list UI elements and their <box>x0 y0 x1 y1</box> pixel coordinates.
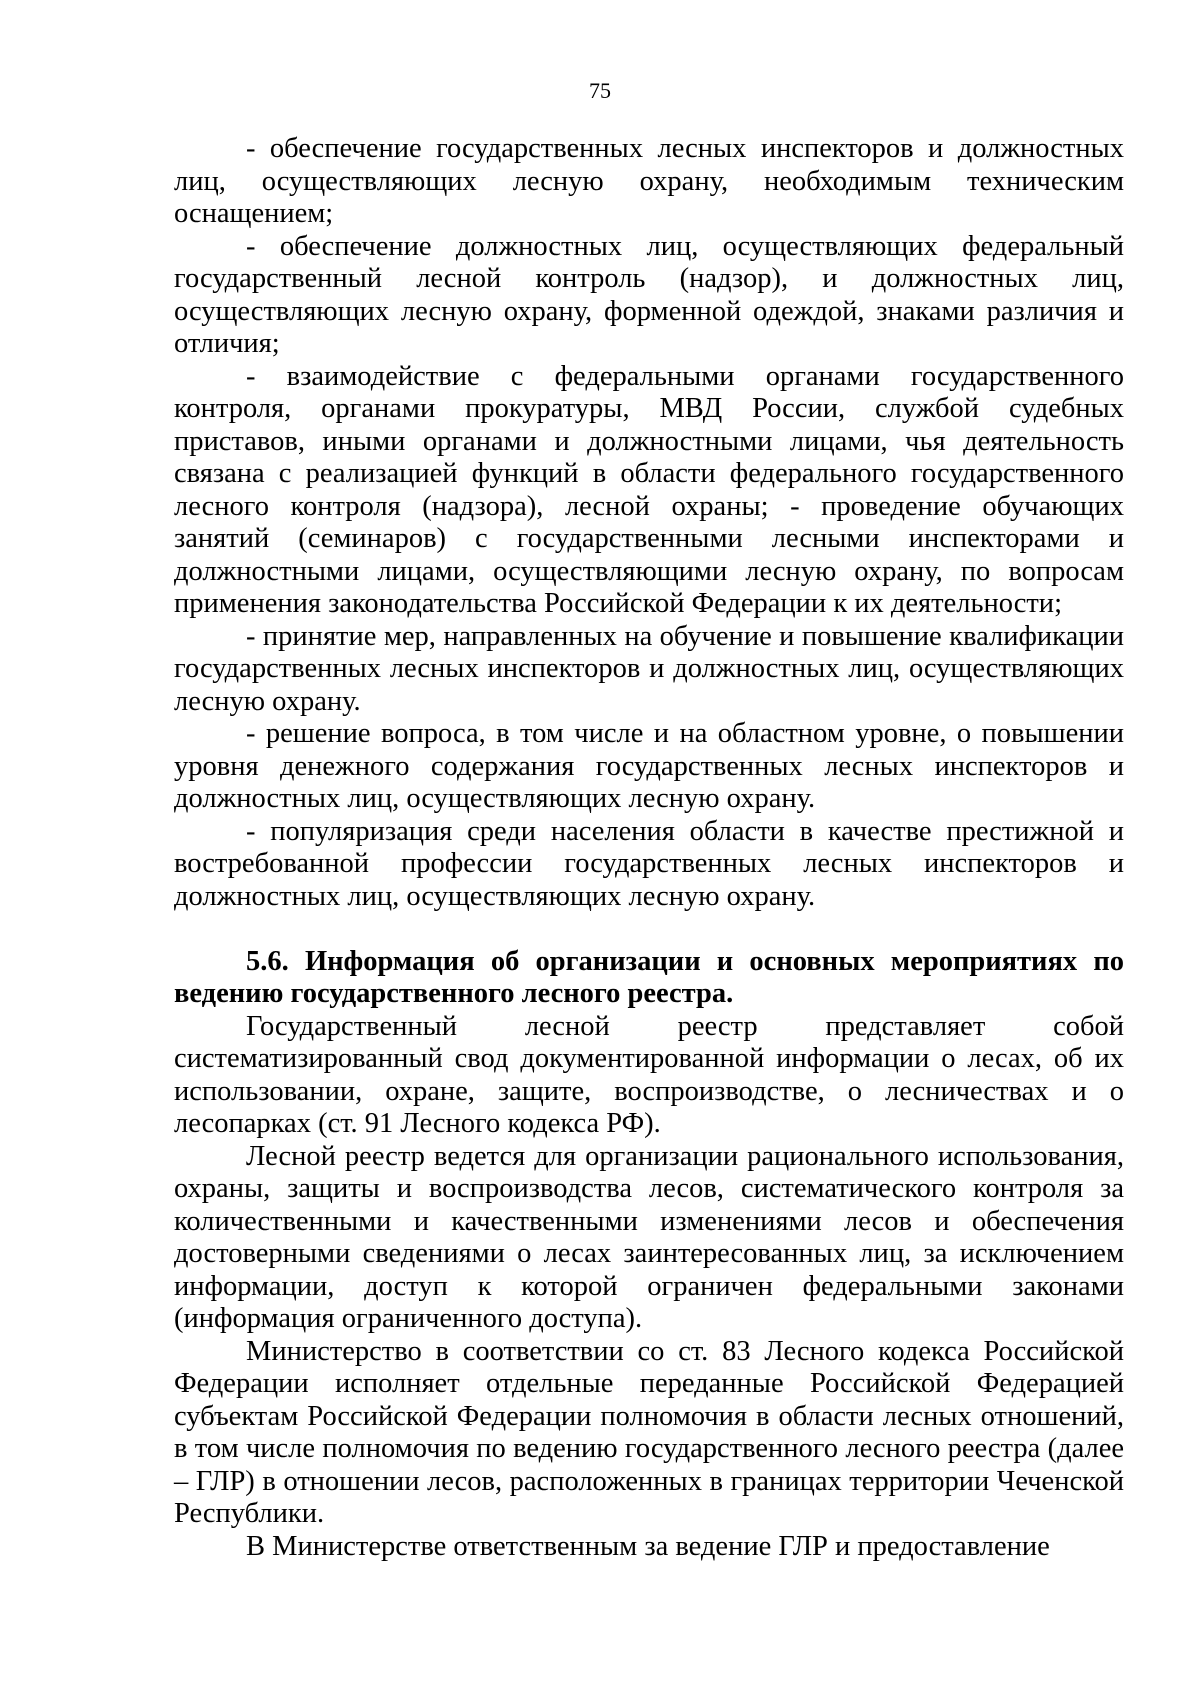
page-body <box>174 133 1124 1563</box>
paragraph-popularization: - популяризация среди населения области в качестве престижной и востребованной профессии государственных лесных инспекторов и должностных лиц, осуществляющих лесную охрану. <box>174 815 1124 912</box>
paragraph-registry-definition: Государственный лесной реестр представляет собой систематизированный свод документированной информации о лесах, об их использовании, охране, защите, воспроизводстве, о лесничествах и о лесопарках (ст. 91 Лесного кодекса РФ). <box>174 1010 1124 1139</box>
section-heading: 5.6. Информация об организации и основных мероприятиях по ведению государственного лесного реестра. <box>174 945 1124 1009</box>
paragraph-ministry-responsible: В Министерстве ответственным за ведение ГЛР и предоставление <box>246 1530 1050 1562</box>
paragraph-uniforms: - обеспечение должностных лиц, осуществляющих федеральный государственный лесной контроль (надзор), и должностных лиц, осуществляющих лесную охрану, форменной одеждой, знаками различия и отличия; <box>174 230 1124 359</box>
page-number: 75 <box>589 78 611 103</box>
paragraph-salary: - решение вопроса, в том числе и на областном уровне, о повышении уровня денежного содержания государственных лесных инспекторов и должностных лиц, осуществляющих лесную охрану. <box>174 718 1124 814</box>
paragraph-registry-purpose: Лесной реестр ведется для организации рационального использования, охраны, защиты и воспроизводства лесов, систематического контроля за количественными и качественными изменениями лесов и обеспечения достоверными сведениями о лесах заинтересованных лиц, за исключением информации, доступ к которой ограничен федеральными законами (информация ограниченного доступа). <box>174 1140 1124 1334</box>
paragraph-interaction: - взаимодействие с федеральными органами государственного контроля, органами прокуратуры, МВД России, службой судебных приставов, иными органами и должностными лицами, чья деятельность связана с реализацией функций в области федерального государственного лесного контроля (надзора), лесной охраны; - проведение обучающих занятий (семинаров) с государственными лесными инспекторами и должностными лицами, осуществляющими лесную охрану, по вопросам применения законодательства Российской Федерации к их деятельности; <box>174 360 1124 619</box>
paragraph-training: - принятие мер, направленных на обучение и повышение квалификации государственных лесных инспекторов и должностных лиц, осуществляющих лесную охрану. <box>174 620 1124 717</box>
paragraph-technical-equipment: - обеспечение государственных лесных инспекторов и должностных лиц, осуществляющих лесную охрану, необходимым техническим оснащением; <box>174 133 1124 229</box>
paragraph-ministry-powers: Министерство в соответствии со ст. 83 Лесного кодекса Российской Федерации исполняет отдельные переданные Российской Федерацией субъектам Российской Федерации полномочия в области лесных отношений, в том числе полномочия по ведению государственного лесного реестра (далее – ГЛР) в отношении лесов, расположенных в границах территории Чеченской Республики. <box>174 1335 1124 1529</box>
